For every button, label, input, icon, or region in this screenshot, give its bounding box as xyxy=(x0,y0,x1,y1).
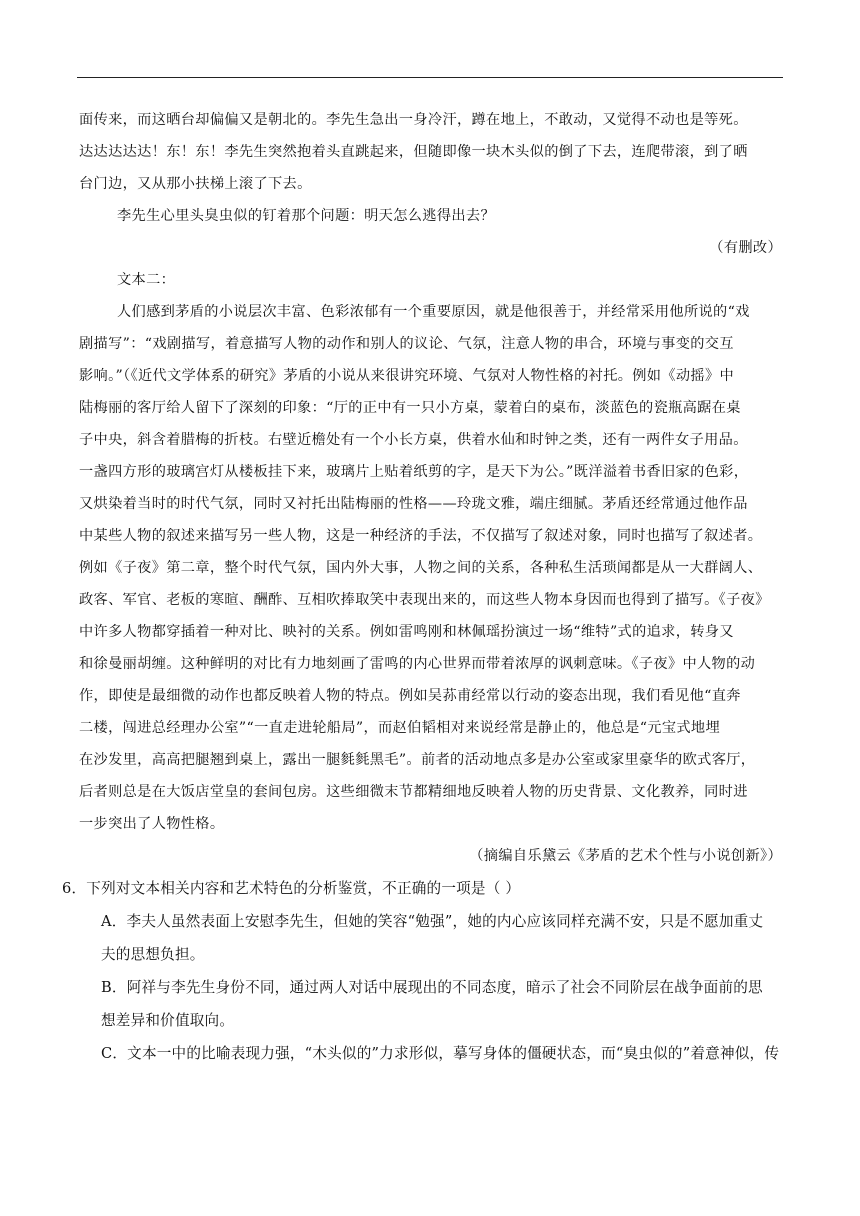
text-line: 政客、军官、老板的寒暄、酬酢、互相吹捧取笑中表现出来的，而这些人物本身因而也得到了描写。《子夜》 xyxy=(79,592,770,608)
text-line: 台门边，又从那小扶梯上滚了下去。 xyxy=(79,176,312,192)
text-line: 中许多人物都穿插着一种对比、映衬的关系。例如雷鸣刚和林佩瑶扮演过一场“维特”式的追求，转身又 xyxy=(79,624,734,640)
text-line: 和徐曼丽胡缠。这种鲜明的对比有力地刻画了雷鸣的内心世界而带着浓厚的讽刺意味。《子夜》中人物的动 xyxy=(79,656,756,672)
text-line: 影响。”（《近代文学体系的研究》茅盾的小说从来很讲究环境、气氛对人物性格的衬托。例如《动摇》中 xyxy=(79,368,735,384)
text-one-tail xyxy=(79,104,782,264)
option-line: C．文本一中的比喻表现力强，“木头似的”力求形似，摹写身体的僵硬状态，而“臭虫似的”着意神似，传 xyxy=(101,1045,780,1062)
text-line: 达达达达达！东！东！李先生突然抱着头直跳起来，但随即像一块木头似的倒了下去，连爬带滚，到了晒 xyxy=(79,144,748,160)
text-two xyxy=(79,264,782,872)
question-6 xyxy=(62,872,782,1070)
option-a[interactable] xyxy=(79,905,782,971)
text-line: 二楼，闯进总经理办公室”“一直走进轮船局”，而赵伯韬相对来说经常是静止的，他总是“元宝式地埋 xyxy=(79,720,720,736)
option-line: 夫的思想负担。 xyxy=(101,946,205,963)
section-heading: 文本二： xyxy=(117,272,176,288)
text-line: 又烘染着当时的时代气氛，同时又衬托出陆梅丽的性格——玲珑文雅，端庄细腻。茅盾还经常通过他作品 xyxy=(79,496,748,512)
text-line: 陆梅丽的客厅给人留下了深刻的印象：“厅的正中有一只小方桌，蒙着白的桌布，淡蓝色的瓷瓶高踞在桌 xyxy=(79,400,741,416)
option-b[interactable] xyxy=(79,971,782,1037)
option-line: A．李夫人虽然表面上安慰李先生，但她的笑容“勉强”，她的内心应该同样充满不安，只是不愿加重丈 xyxy=(101,913,764,930)
text-line: 后者则总是在大饭店堂皇的套间包房。这些细微末节都精细地反映着人物的历史背景、文化教养，同时进 xyxy=(79,784,748,800)
option-c[interactable] xyxy=(79,1037,782,1070)
question-stem: 6．下列对文本相关内容和艺术特色的分析鉴赏，不正确的一项是（ ） xyxy=(62,880,521,897)
source-note: （摘编自乐黛云《茅盾的艺术个性与小说创新》） xyxy=(469,848,782,864)
option-line: B．阿祥与李先生身份不同，通过两人对话中展现出的不同态度，暗示了社会不同阶层在战争面前的思 xyxy=(101,979,763,996)
closing-paragraph: 李先生心里头臭虫似的钉着那个问题：明天怎么逃得出去？ xyxy=(117,208,495,224)
header-rule xyxy=(77,77,783,78)
text-line: 子中央，斜含着腊梅的折枝。右壁近檐处有一个小长方桌，供着水仙和时钟之类，还有一两件女子用品。 xyxy=(79,432,748,448)
text-line: 在沙发里，高高把腿翘到桌上，露出一腿毵毵黑毛”。前者的活动地点多是办公室或家里豪华的欧式客厅， xyxy=(79,752,756,768)
text-line: 一盏四方形的玻璃宫灯从楼板挂下来，玻璃片上贴着纸剪的字，是天下为公。”既洋溢着书香旧家的色彩， xyxy=(79,464,749,480)
text-line: 例如《子夜》第二章，整个时代气氛，国内外大事，人物之间的关系，各种私生活琐闻都是从一大群阔人、 xyxy=(79,560,763,576)
source-note: （有删改） xyxy=(709,240,782,256)
document-body xyxy=(62,104,782,1070)
text-line: 一步突出了人物性格。 xyxy=(79,816,225,832)
text-line: 面传来，而这晒台却偏偏又是朝北的。李先生急出一身冷汗，蹲在地上，不敢动，又觉得不动也是等死。 xyxy=(79,112,748,128)
text-line: 人们感到茅盾的小说层次丰富、色彩浓郁有一个重要原因，就是他很善于，并经常采用他所说的“戏 xyxy=(117,304,750,320)
text-line: 作，即使是最细微的动作也都反映着人物的特点。例如吴荪甫经常以行动的姿态出现，我们看见他“直奔 xyxy=(79,688,741,704)
text-line: 剧描写”：“戏剧描写，着意描写人物的动作和别人的议论、气氛，注意人物的串合，环境与事变的交互 xyxy=(79,336,734,352)
option-line: 想差异和价值取向。 xyxy=(101,1012,235,1029)
text-line: 中某些人物的叙述来描写另一些人物，这是一种经济的手法，不仅描写了叙述对象，同时也描写了叙述者。 xyxy=(79,528,763,544)
